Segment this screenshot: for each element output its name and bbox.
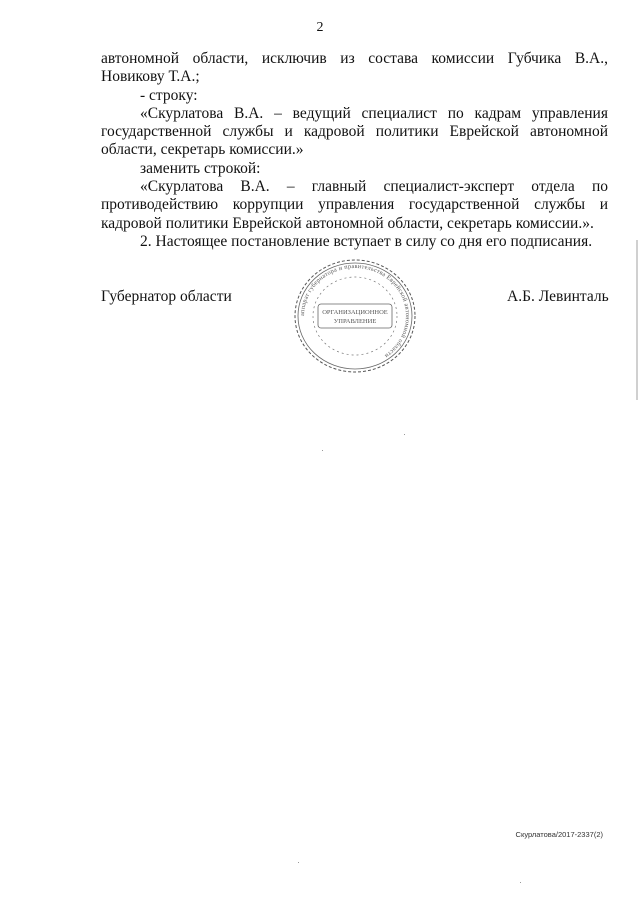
paragraph-line: заменить строкой: xyxy=(140,159,261,177)
paragraph-line: области, секретарь комиссии.» xyxy=(101,141,304,159)
paragraph-line: - строку: xyxy=(140,86,198,104)
paragraph-line: Новикову Т.А.; xyxy=(101,68,200,86)
scan-speck xyxy=(520,882,521,883)
document-body xyxy=(101,50,608,251)
scan-speck xyxy=(322,450,323,451)
scan-speck xyxy=(298,862,299,863)
scan-speck xyxy=(404,434,405,435)
paragraph-line: «Скурлатова В.А. – ведущий специалист по кадрам управления xyxy=(140,104,608,122)
paragraph-line: автономной области, исключив из состава комиссии Губчика В.А., xyxy=(101,50,608,67)
stamp-center-line1: ОРГАНИЗАЦИОННОЕ xyxy=(322,309,388,316)
paragraph-line: «Скурлатова В.А. – главный специалист-эксперт отдела по xyxy=(140,178,608,196)
official-stamp xyxy=(290,257,420,375)
paragraph-line: противодействию коррупции управления государственной службы и xyxy=(101,196,608,214)
paragraph-line: государственной службы и кадровой политики Еврейской автономной xyxy=(101,123,608,141)
page-number: 2 xyxy=(316,20,324,35)
stamp-ring-text: аппарат губернатора и правительства Еврейской автономной области xyxy=(298,262,412,360)
scan-edge-line xyxy=(636,240,638,400)
stamp-center-line2: УПРАВЛЕНИЕ xyxy=(333,318,377,325)
paragraph-line: кадровой политики Еврейской автономной области, секретарь комиссии.». xyxy=(101,214,594,232)
signatory-position: Губернатор области xyxy=(101,288,232,305)
paragraph-line: 2. Настоящее постановление вступает в силу со дня его подписания. xyxy=(140,232,593,250)
signatory-name: А.Б. Левинталь xyxy=(507,288,609,305)
document-reference: Скурлатова/2017-2337(2) xyxy=(515,830,603,839)
